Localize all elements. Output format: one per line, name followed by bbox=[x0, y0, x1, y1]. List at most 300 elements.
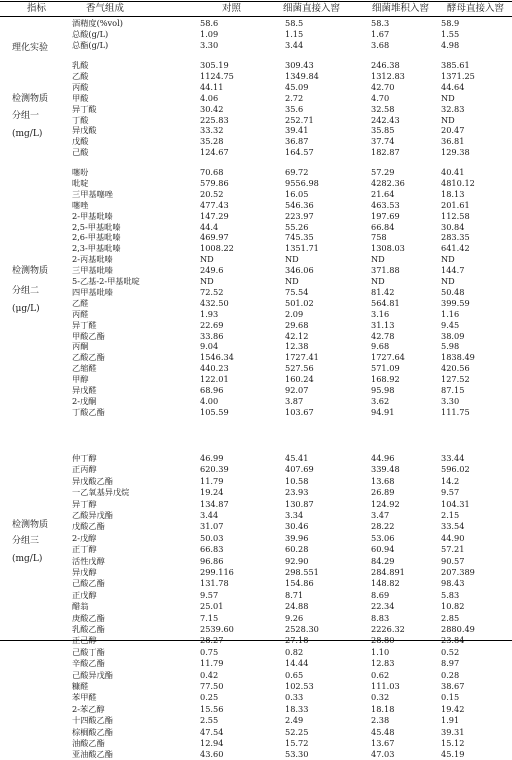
group-label-line: 理化实验 bbox=[12, 43, 49, 53]
compound-name: 乳酸乙酯 bbox=[72, 624, 105, 634]
value-cell: 38.67 bbox=[441, 681, 465, 691]
table-row bbox=[0, 543, 512, 555]
value-cell: 182.87 bbox=[371, 147, 400, 158]
value-cell: 104.31 bbox=[441, 498, 470, 509]
value-cell: 130.87 bbox=[285, 498, 314, 509]
value-cell: 66.84 bbox=[371, 221, 395, 232]
value-cell: 33.44 bbox=[441, 453, 465, 463]
value-cell: 579.86 bbox=[200, 177, 229, 188]
compound-name: 丙酮 bbox=[72, 341, 89, 352]
value-cell: ND bbox=[441, 276, 455, 286]
value-cell: 122.01 bbox=[200, 374, 229, 385]
value-cell: 21.64 bbox=[371, 188, 395, 199]
value-cell: 14.44 bbox=[285, 658, 309, 669]
table-row bbox=[0, 532, 512, 544]
value-cell: 47.03 bbox=[371, 749, 395, 760]
value-cell: 4.98 bbox=[441, 39, 460, 50]
compound-name: 糠醛 bbox=[72, 681, 89, 691]
compound-name: 总酯(g/L) bbox=[72, 39, 109, 50]
value-cell: 58.6 bbox=[200, 18, 219, 28]
value-cell: 60.94 bbox=[371, 544, 395, 555]
table-row bbox=[0, 612, 512, 624]
value-cell: 31.13 bbox=[371, 319, 395, 330]
compound-name: 吡啶 bbox=[72, 177, 89, 188]
value-cell: 1727.64 bbox=[371, 352, 405, 363]
value-cell: 33.54 bbox=[441, 521, 465, 532]
value-cell: 249.6 bbox=[200, 265, 224, 276]
value-cell: ND bbox=[441, 254, 455, 265]
value-cell: 0.15 bbox=[441, 692, 460, 703]
value-cell: 131.78 bbox=[200, 578, 229, 589]
compound-name: 噻吩 bbox=[72, 167, 89, 177]
value-cell: 11.79 bbox=[200, 658, 224, 669]
value-cell: 2.49 bbox=[285, 715, 304, 726]
value-cell: 469.97 bbox=[200, 232, 229, 243]
value-cell: 134.87 bbox=[200, 498, 229, 509]
value-cell: 127.52 bbox=[441, 374, 470, 385]
compound-name: 四甲基吡嗪 bbox=[72, 286, 113, 297]
value-cell: 24.88 bbox=[285, 601, 309, 612]
value-cell: 252.71 bbox=[285, 114, 314, 125]
value-cell: 26.89 bbox=[371, 487, 395, 498]
value-cell: 9.04 bbox=[200, 341, 219, 352]
value-cell: 18.13 bbox=[441, 188, 465, 199]
value-cell: 2.85 bbox=[441, 612, 460, 623]
value-cell: 94.91 bbox=[371, 406, 395, 417]
compound-name: 异戊酸 bbox=[72, 125, 97, 136]
value-cell: 399.59 bbox=[441, 297, 470, 308]
value-cell: 40.41 bbox=[441, 167, 465, 177]
value-cell: 1.91 bbox=[441, 715, 460, 726]
value-cell: 168.92 bbox=[371, 374, 400, 385]
value-cell: 81.42 bbox=[371, 286, 395, 297]
header-bacteria-direct: 细菌直接入窖 bbox=[283, 3, 341, 14]
header-indicator: 指标 bbox=[27, 3, 47, 14]
value-cell: 346.06 bbox=[285, 265, 314, 276]
table-row bbox=[0, 600, 512, 612]
value-cell: 45.48 bbox=[371, 726, 395, 737]
value-cell: 1008.22 bbox=[200, 243, 234, 254]
table-row bbox=[0, 703, 512, 715]
value-cell: 154.86 bbox=[285, 578, 314, 589]
table-row bbox=[0, 566, 512, 578]
table-row bbox=[0, 589, 512, 601]
value-cell: 1546.34 bbox=[200, 352, 234, 363]
table-row bbox=[0, 669, 512, 681]
value-cell: 0.52 bbox=[441, 646, 460, 657]
value-cell: 305.19 bbox=[200, 60, 229, 70]
value-cell: 45.41 bbox=[285, 453, 309, 463]
value-cell: 148.82 bbox=[371, 578, 400, 589]
compound-name: 乙醛 bbox=[72, 297, 89, 308]
value-cell: 28.22 bbox=[371, 521, 395, 532]
value-cell: 69.72 bbox=[285, 167, 309, 177]
value-cell: 44.90 bbox=[441, 532, 465, 543]
value-cell: 1371.25 bbox=[441, 70, 475, 81]
value-cell: 70.68 bbox=[200, 167, 224, 177]
value-cell: 0.28 bbox=[441, 669, 460, 680]
value-cell: 0.65 bbox=[285, 669, 304, 680]
value-cell: 283.35 bbox=[441, 232, 470, 243]
value-cell: 0.42 bbox=[200, 669, 219, 680]
value-cell: 33.32 bbox=[200, 125, 224, 136]
compound-name: 2-苯乙醇 bbox=[72, 703, 105, 714]
compound-name: 丙酸 bbox=[72, 81, 89, 92]
value-cell: 9.57 bbox=[441, 487, 460, 498]
value-cell: 3.68 bbox=[371, 39, 390, 50]
compound-name: 2-戊醇 bbox=[72, 532, 97, 543]
compound-name: 一乙氧基异戊烷 bbox=[72, 487, 130, 498]
compound-name: 戊酸 bbox=[72, 136, 89, 147]
value-cell: 1727.41 bbox=[285, 352, 319, 363]
value-cell: 385.61 bbox=[441, 60, 470, 70]
value-cell: 103.67 bbox=[285, 406, 314, 417]
value-cell: 72.52 bbox=[200, 286, 224, 297]
compound-name: 丙醛 bbox=[72, 308, 89, 319]
compound-name: 2,5-甲基吡嗪 bbox=[72, 221, 121, 232]
value-cell: 36.81 bbox=[441, 136, 465, 147]
value-cell: 1.15 bbox=[285, 28, 304, 39]
value-cell: 15.72 bbox=[285, 738, 309, 748]
compound-name: 丁酸 bbox=[72, 114, 89, 125]
value-cell: 2880.49 bbox=[441, 624, 475, 634]
compound-name: 甲酸乙酯 bbox=[72, 330, 105, 341]
value-cell: 8.69 bbox=[371, 589, 390, 600]
table-row bbox=[0, 498, 512, 510]
value-cell: 1.10 bbox=[371, 646, 390, 657]
table-row bbox=[0, 406, 512, 418]
value-cell: ND bbox=[285, 276, 299, 286]
compound-name: 己酸乙酯 bbox=[72, 578, 105, 589]
value-cell: 242.43 bbox=[371, 114, 400, 125]
value-cell: 164.57 bbox=[285, 147, 314, 158]
value-cell: 420.56 bbox=[441, 363, 470, 374]
value-cell: 9.57 bbox=[200, 589, 219, 600]
compound-name: 油酸乙酯 bbox=[72, 738, 105, 748]
value-cell: 3.44 bbox=[200, 510, 219, 520]
value-cell: 8.71 bbox=[285, 589, 304, 600]
value-cell: 14.2 bbox=[441, 475, 460, 486]
compound-name: 2-丙基吡嗪 bbox=[72, 254, 113, 265]
compound-name: 丁酸乙酯 bbox=[72, 406, 105, 417]
compound-name: 三甲基噻唑 bbox=[72, 188, 113, 199]
value-cell: 3.47 bbox=[371, 510, 390, 520]
value-cell: 84.29 bbox=[371, 555, 395, 566]
value-cell: 3.16 bbox=[371, 308, 390, 319]
value-cell: 39.31 bbox=[441, 726, 465, 737]
value-cell: 53.06 bbox=[371, 532, 395, 543]
value-cell: 42.12 bbox=[285, 330, 309, 341]
value-cell: 50.03 bbox=[200, 532, 224, 543]
value-cell: 5.83 bbox=[441, 589, 460, 600]
value-cell: 18.33 bbox=[285, 703, 309, 714]
value-cell: 43.60 bbox=[200, 749, 224, 760]
value-cell: 35.28 bbox=[200, 136, 224, 147]
value-cell: 12.83 bbox=[371, 658, 395, 669]
compound-name: 噻唑 bbox=[72, 199, 89, 210]
value-cell: ND bbox=[441, 114, 455, 125]
value-cell: ND bbox=[371, 276, 385, 286]
value-cell: 105.59 bbox=[200, 406, 229, 417]
value-cell: 2.09 bbox=[285, 308, 304, 319]
compound-name: 2,6-甲基吡嗪 bbox=[72, 232, 121, 243]
value-cell: 13.67 bbox=[371, 738, 395, 748]
value-cell: 1.55 bbox=[441, 28, 460, 39]
value-cell: 53.30 bbox=[285, 749, 309, 760]
table-row bbox=[0, 646, 512, 658]
value-cell: 95.98 bbox=[371, 385, 395, 395]
table-row bbox=[0, 623, 512, 635]
group-label-line: (μg/L) bbox=[12, 304, 40, 314]
compound-name: 甲醇 bbox=[72, 374, 89, 385]
compound-name: 棕榈酸乙酯 bbox=[72, 726, 113, 737]
value-cell: 2.72 bbox=[285, 92, 304, 103]
value-cell: 197.69 bbox=[371, 210, 400, 221]
value-cell: 407.69 bbox=[285, 464, 314, 475]
value-cell: 13.68 bbox=[371, 475, 395, 486]
table-row bbox=[0, 714, 512, 726]
value-cell: 22.34 bbox=[371, 601, 395, 612]
value-cell: 20.52 bbox=[200, 188, 224, 199]
value-cell: 30.46 bbox=[285, 521, 309, 532]
value-cell: 124.67 bbox=[200, 147, 229, 158]
value-cell: 2.55 bbox=[200, 715, 219, 726]
value-cell: 463.53 bbox=[371, 199, 400, 210]
value-cell: 2539.60 bbox=[200, 624, 234, 634]
value-cell: 22.69 bbox=[200, 319, 224, 330]
table-row bbox=[0, 680, 512, 692]
value-cell: 1312.83 bbox=[371, 70, 405, 81]
value-cell: 4810.12 bbox=[441, 177, 475, 188]
value-cell: 9.68 bbox=[371, 341, 390, 352]
value-cell: 58.9 bbox=[441, 18, 460, 28]
value-cell: 0.62 bbox=[371, 669, 390, 680]
value-cell: 0.75 bbox=[200, 646, 219, 657]
value-cell: ND bbox=[200, 276, 214, 286]
value-cell: 35.85 bbox=[371, 125, 395, 136]
value-cell: 45.09 bbox=[285, 81, 309, 92]
value-cell: 527.56 bbox=[285, 363, 314, 374]
compound-name: 己酸异戊酯 bbox=[72, 669, 113, 680]
table-row bbox=[0, 520, 512, 532]
table-top-rule bbox=[0, 1, 512, 2]
value-cell: 52.25 bbox=[285, 726, 309, 737]
value-cell: 571.09 bbox=[371, 363, 400, 374]
compound-name: 苯甲醛 bbox=[72, 692, 97, 703]
group-label-line: (mg/L) bbox=[12, 554, 43, 564]
value-cell: 2.15 bbox=[441, 510, 460, 520]
value-cell: 9556.98 bbox=[285, 177, 319, 188]
value-cell: 44.11 bbox=[200, 81, 224, 92]
value-cell: 641.42 bbox=[441, 243, 470, 254]
value-cell: 147.29 bbox=[200, 210, 229, 221]
value-cell: 339.48 bbox=[371, 464, 400, 475]
value-cell: 12.38 bbox=[285, 341, 309, 352]
value-cell: 44.64 bbox=[441, 81, 465, 92]
value-cell: 477.43 bbox=[200, 199, 229, 210]
value-cell: ND bbox=[371, 254, 385, 265]
value-cell: 37.74 bbox=[371, 136, 395, 147]
compound-name: 乙酸异戊酯 bbox=[72, 510, 113, 520]
value-cell: 1351.71 bbox=[285, 243, 319, 254]
value-cell: 3.34 bbox=[285, 510, 304, 520]
value-cell: 58.5 bbox=[285, 18, 304, 28]
table-row bbox=[0, 657, 512, 669]
value-cell: 223.97 bbox=[285, 210, 314, 221]
value-cell: 45.19 bbox=[441, 749, 465, 760]
value-cell: 207.389 bbox=[441, 567, 475, 577]
compound-name: 己酸丁酯 bbox=[72, 646, 105, 657]
value-cell: 2528.30 bbox=[285, 624, 319, 634]
value-cell: 32.83 bbox=[441, 103, 465, 114]
group-label-line: (mg/L) bbox=[12, 129, 43, 139]
value-cell: 55.26 bbox=[285, 221, 309, 232]
value-cell: 112.58 bbox=[441, 210, 470, 221]
group-label-line: 分组一 bbox=[12, 111, 40, 121]
table-row bbox=[0, 463, 512, 475]
value-cell: 4.70 bbox=[371, 92, 390, 103]
header-yeast-direct: 酵母直接入窖 bbox=[447, 3, 505, 14]
value-cell: 57.29 bbox=[371, 167, 395, 177]
value-cell: 1.93 bbox=[200, 308, 219, 319]
value-cell: 3.44 bbox=[285, 39, 304, 50]
value-cell: 12.94 bbox=[200, 738, 224, 748]
table-row bbox=[0, 486, 512, 498]
value-cell: 92.07 bbox=[285, 385, 309, 395]
value-cell: 225.83 bbox=[200, 114, 229, 125]
table-row bbox=[0, 737, 512, 749]
value-cell: 50.48 bbox=[441, 286, 465, 297]
value-cell: 87.15 bbox=[441, 385, 465, 395]
value-cell: 42.78 bbox=[371, 330, 395, 341]
compound-name: 异戊醇 bbox=[72, 567, 97, 577]
value-cell: 30.84 bbox=[441, 221, 465, 232]
value-cell: 745.35 bbox=[285, 232, 314, 243]
value-cell: 0.82 bbox=[285, 646, 304, 657]
value-cell: 23.93 bbox=[285, 487, 309, 498]
value-cell: 16.05 bbox=[285, 188, 309, 199]
value-cell: 19.24 bbox=[200, 487, 224, 498]
value-cell: 1124.75 bbox=[200, 70, 234, 81]
value-cell: 32.58 bbox=[371, 103, 395, 114]
compound-name: 总酸(g/L) bbox=[72, 28, 109, 39]
value-cell: 160.24 bbox=[285, 374, 314, 385]
value-cell: 36.87 bbox=[285, 136, 309, 147]
compound-name: 戊酸乙酯 bbox=[72, 521, 105, 532]
value-cell: 111.75 bbox=[441, 406, 470, 417]
compound-name: 甲酸 bbox=[72, 92, 89, 103]
header-aroma-composition: 香气组成 bbox=[86, 3, 125, 14]
group-label-line: 检测物质 bbox=[12, 266, 49, 276]
compound-name: 乳酸 bbox=[72, 60, 89, 70]
value-cell: 3.30 bbox=[200, 39, 219, 50]
value-cell: 39.96 bbox=[285, 532, 309, 543]
value-cell: 1.09 bbox=[200, 28, 219, 39]
value-cell: 9.45 bbox=[441, 319, 460, 330]
value-cell: ND bbox=[285, 254, 299, 265]
value-cell: 42.70 bbox=[371, 81, 395, 92]
value-cell: 371.88 bbox=[371, 265, 400, 276]
compound-name: 异丁酸 bbox=[72, 103, 97, 114]
value-cell: 20.47 bbox=[441, 125, 465, 136]
value-cell: 11.79 bbox=[200, 475, 224, 486]
table-row bbox=[0, 39, 512, 51]
value-cell: 46.99 bbox=[200, 453, 224, 463]
compound-name: 庚酸乙酯 bbox=[72, 612, 105, 623]
header-control: 对照 bbox=[222, 3, 242, 14]
value-cell: 25.01 bbox=[200, 601, 224, 612]
value-cell: 77.50 bbox=[200, 681, 224, 691]
table-row bbox=[0, 748, 512, 760]
compound-name: 乙缩醛 bbox=[72, 363, 97, 374]
value-cell: 3.87 bbox=[285, 395, 304, 406]
value-cell: 19.42 bbox=[441, 703, 465, 714]
value-cell: 0.33 bbox=[285, 692, 304, 703]
value-cell: ND bbox=[441, 92, 455, 103]
compound-name: 2,3-甲基吡嗪 bbox=[72, 243, 121, 254]
value-cell: 564.81 bbox=[371, 297, 400, 308]
value-cell: 201.61 bbox=[441, 199, 470, 210]
value-cell: 758 bbox=[371, 232, 387, 243]
value-cell: 35.6 bbox=[285, 103, 304, 114]
compound-name: 异戊醛 bbox=[72, 385, 97, 395]
value-cell: 60.28 bbox=[285, 544, 309, 555]
compound-name: 5-乙基-2-甲基吡啶 bbox=[72, 276, 140, 286]
compound-name: 己酸 bbox=[72, 147, 89, 158]
value-cell: 299.116 bbox=[200, 567, 234, 577]
value-cell: 1838.49 bbox=[441, 352, 475, 363]
value-cell: 111.03 bbox=[371, 681, 400, 691]
compound-name: 乙酸乙酯 bbox=[72, 352, 105, 363]
header-bacteria-stacked: 细菌堆积入窖 bbox=[372, 3, 430, 14]
value-cell: 98.43 bbox=[441, 578, 465, 589]
value-cell: 68.96 bbox=[200, 385, 224, 395]
table-row bbox=[0, 691, 512, 703]
value-cell: ND bbox=[200, 254, 214, 265]
table-row bbox=[0, 452, 512, 464]
value-cell: 75.54 bbox=[285, 286, 309, 297]
compound-name: 异丁醛 bbox=[72, 319, 97, 330]
value-cell: 7.15 bbox=[200, 612, 219, 623]
value-cell: 10.58 bbox=[285, 475, 309, 486]
value-cell: 0.25 bbox=[200, 692, 219, 703]
table-row bbox=[0, 726, 512, 738]
compound-name: 正丁醇 bbox=[72, 544, 97, 555]
value-cell: 5.98 bbox=[441, 341, 460, 352]
compound-name: 活性戊醇 bbox=[72, 555, 105, 566]
value-cell: 18.18 bbox=[371, 703, 395, 714]
value-cell: 92.90 bbox=[285, 555, 309, 566]
value-cell: 3.30 bbox=[441, 395, 460, 406]
table-row bbox=[0, 555, 512, 567]
value-cell: 432.50 bbox=[200, 297, 229, 308]
value-cell: 10.82 bbox=[441, 601, 465, 612]
value-cell: 33.86 bbox=[200, 330, 224, 341]
value-cell: 9.26 bbox=[285, 612, 304, 623]
compound-name: 辛酸乙酯 bbox=[72, 658, 105, 669]
compound-name: 十四酸乙酯 bbox=[72, 715, 113, 726]
value-cell: 129.38 bbox=[441, 147, 470, 158]
compound-name: 酒精度(%vol) bbox=[72, 18, 123, 28]
compound-name: 2-甲基吡嗪 bbox=[72, 210, 113, 221]
value-cell: 30.42 bbox=[200, 103, 224, 114]
table-row bbox=[0, 577, 512, 589]
value-cell: 15.56 bbox=[200, 703, 224, 714]
table-row bbox=[0, 475, 512, 487]
value-cell: 501.02 bbox=[285, 297, 314, 308]
value-cell: 440.23 bbox=[200, 363, 229, 374]
value-cell: 144.7 bbox=[441, 265, 465, 276]
